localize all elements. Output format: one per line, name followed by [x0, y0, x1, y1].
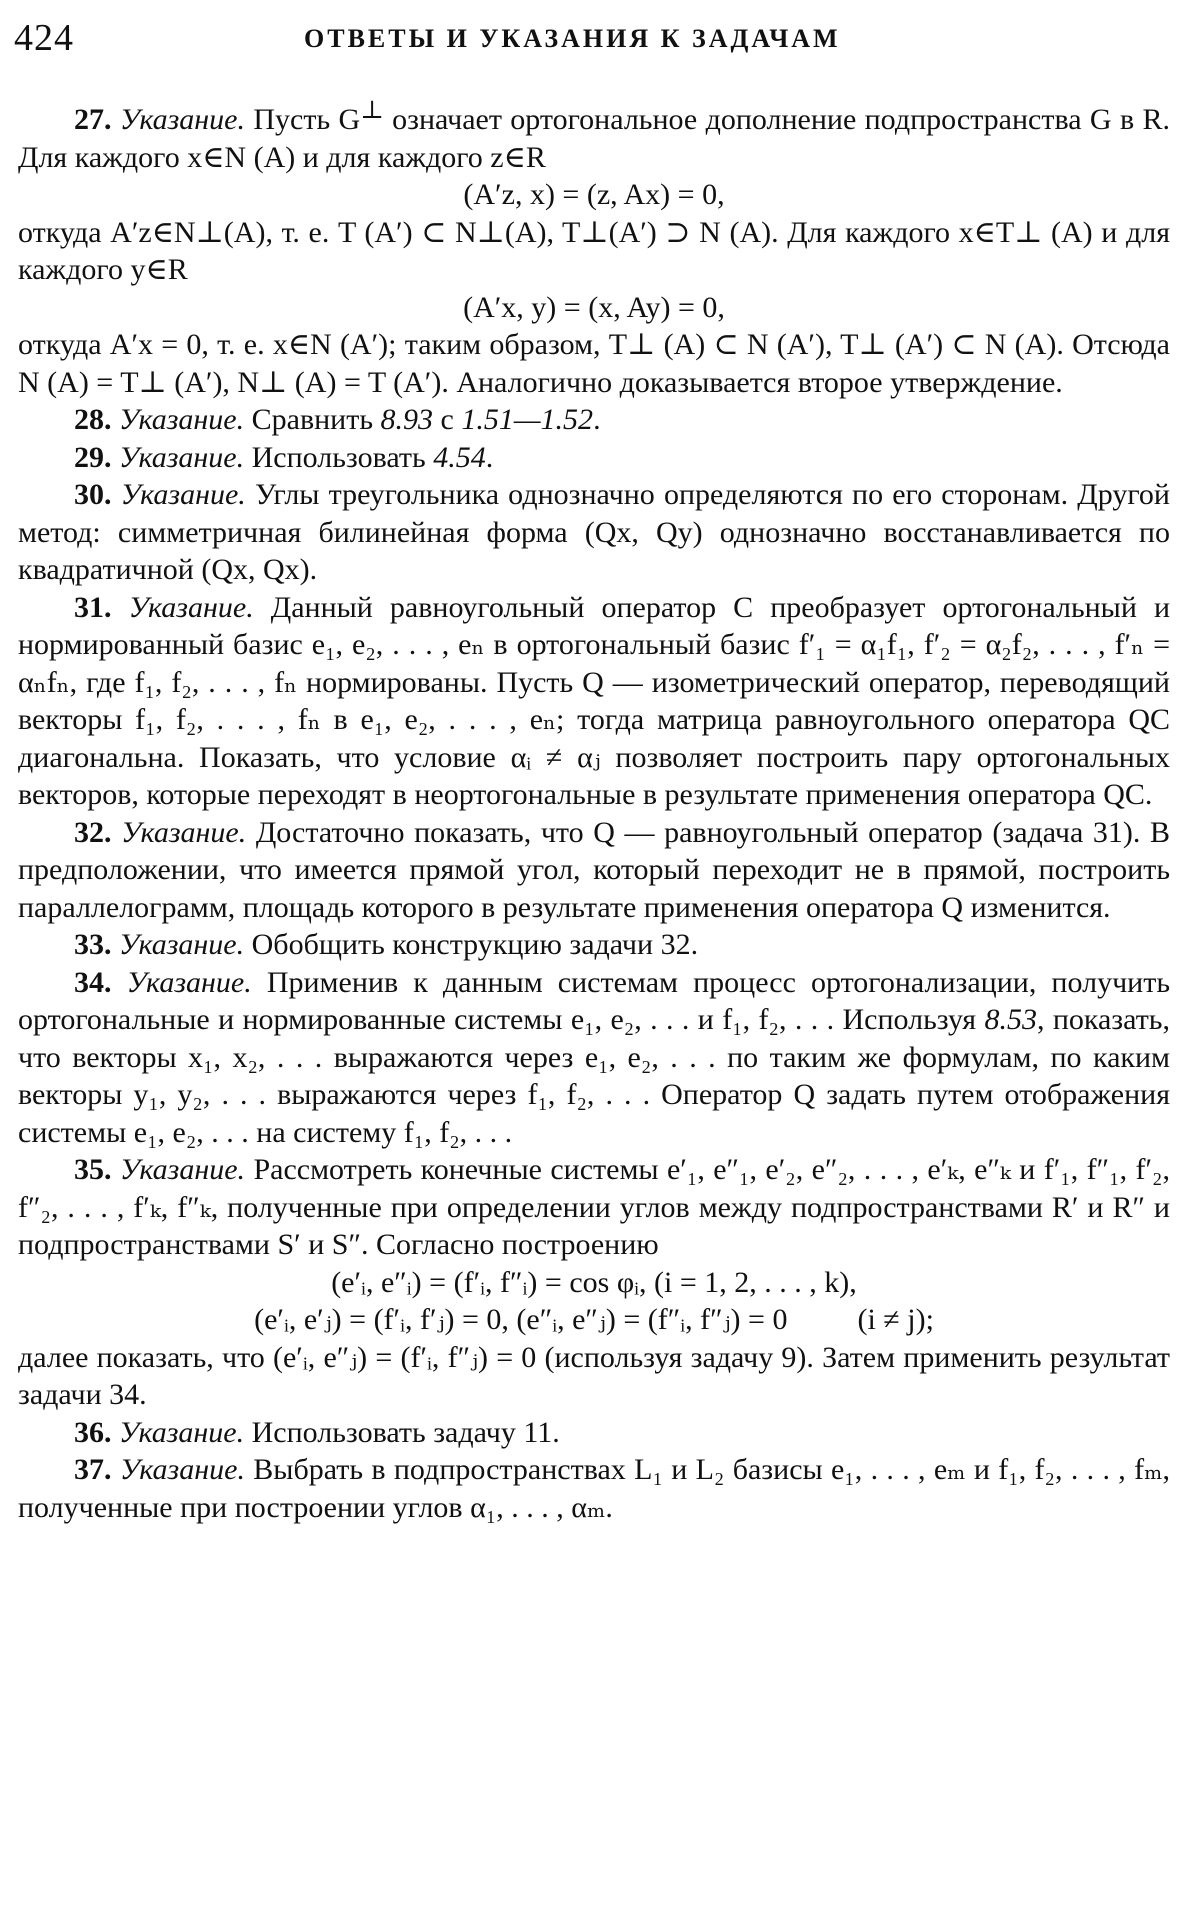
answer-29 [18, 439, 1170, 477]
cross-reference: 1.51—1.52 [461, 403, 594, 436]
hint-label: Указание. [119, 1415, 245, 1449]
hint-label: Указание. [121, 815, 247, 849]
answer-number: 30. [74, 478, 112, 511]
answer-text: Применив к данным системам процесс ортогонализации, получить ортогональные и нормированные системы e₁, e₂, . . . и f₁, f₂, . . . Используя [18, 965, 1170, 1036]
answer-text: Использовать задачу 11. [244, 1415, 560, 1449]
answer-text: с [433, 403, 462, 436]
answer-text: Данный равноугольный оператор C преобразует ортогональный и нормированный базис e₁, e₂, . . . , eₙ в ортогональный базис f′₁ = α₁f₁, f′₂ = α₂f₂, . . . , f′ₙ = αₙfₙ, где f₁, f₂, . . . , fₙ нормированы. Пусть Q — изометрический оператор, переводящий векторы f₁, f₂, . . . , fₙ в e₁, e₂, . . . , eₙ; тогда матрица равноугольного оператора QC диагональна. Показать, что условие αᵢ ≠ αⱼ позволяет построить пару ортогональных векторов, которые переходят в неортогональные в результате применения оператора QC. [18, 590, 1171, 811]
answer-text: . [593, 403, 601, 436]
cross-reference: 8.93 [380, 403, 434, 436]
hint-label: Указание. [119, 403, 245, 436]
hint-label: Указание. [119, 928, 245, 961]
equation: (e′ᵢ, e″ᵢ) = (f′ᵢ, f″ᵢ) = cos φᵢ, (i = 1, 2, . . . , k), [331, 1265, 857, 1299]
answer-number: 27. [74, 103, 112, 136]
answer-text: Достаточно показать, что Q — равноугольный оператор (задача 31). В предположении, что имеется прямой угол, который переходит не в прямой, построить параллелограмм, площадь которого в результате применения оператора Q изменится. [18, 815, 1170, 924]
answer-text: Пусть G [245, 103, 361, 136]
answer-35 [18, 1151, 1170, 1264]
hint-label: Указание. [120, 478, 246, 511]
hint-label: Указание. [119, 103, 246, 136]
equation: (e′ᵢ, e′ⱼ) = (f′ᵢ, f′ⱼ) = 0, (e″ᵢ, e″ⱼ) = (f″ᵢ, f″ⱼ) = 0 [254, 1303, 788, 1336]
equation: (A′z, x) = (z, Ax) = 0, [463, 178, 725, 211]
answer-text: Выбрать в подпространствах L₁ и L₂ базисы e₁, . . . , eₘ и f₁, f₂, . . . , fₘ, полученные при построении углов α₁, . . . , αₘ. [18, 1453, 1171, 1524]
perp-symbol: ⊥ [360, 97, 384, 124]
answer-text: Обобщить конструкцию задачи 32. [244, 928, 699, 961]
answer-number: 34. [74, 965, 112, 999]
answer-28 [18, 401, 1170, 439]
running-title: ОТВЕТЫ И УКАЗАНИЯ К ЗАДАЧАМ [304, 24, 841, 53]
answer-text: . [485, 440, 494, 474]
answer-text: откуда A′z∈N⊥(A), т. е. T (A′) ⊂ N⊥(A), T⊥(A′) ⊃ N (A). Для каждого x∈T⊥ (A) и для каждого y∈R [18, 215, 1170, 286]
answer-number: 37. [74, 1453, 112, 1486]
answer-number: 29. [74, 440, 112, 474]
answer-36 [18, 1414, 1170, 1452]
answer-number: 35. [74, 1153, 112, 1186]
hint-label: Указание. [119, 440, 245, 474]
answer-37 [18, 1451, 1170, 1526]
cross-reference: 4.54 [433, 440, 486, 474]
answer-30 [18, 476, 1170, 589]
answer-number: 36. [74, 1415, 112, 1449]
answer-number: 31. [74, 590, 112, 624]
equation-condition: (i ≠ j); [857, 1303, 934, 1336]
answer-27 [18, 92, 1170, 176]
answer-text: Рассмотреть конечные системы e′₁, e″₁, e′₂, e″₂, . . . , e′ₖ, e″ₖ и f′₁, f″₁, f′₂, f″₂, . . . , f′ₖ, f″ₖ, полученные при определении углов между подпространствами R′ и R″ и подпространствами S′ и S″. Согласно построению [18, 1153, 1171, 1261]
answer-number: 33. [74, 928, 112, 961]
cross-reference: 8.53 [984, 1003, 1037, 1036]
page-number: 424 [14, 17, 74, 59]
answer-31 [18, 589, 1170, 814]
answer-33 [18, 926, 1170, 964]
answer-32 [18, 814, 1170, 927]
page-body [18, 92, 1170, 1526]
equation-row [18, 1301, 1170, 1339]
equation: (A′x, y) = (x, Ay) = 0, [463, 290, 725, 324]
answer-34 [18, 964, 1170, 1152]
answer-number: 32. [74, 815, 112, 849]
answer-text: означает ортогональное дополнение подпространства G в R. Для каждого x∈N (A) и для каждого z∈R [18, 103, 1171, 174]
answer-text: , показать, что векторы x₁, x₂, . . . выражаются через e₁, e₂, . . . по таким же формулам, по каким векторы y₁, y₂, . . . выражаются через f₁, f₂, . . . Оператор Q задать путем отображения системы e₁, e₂, . . . на систему f₁, f₂, . . . [18, 1003, 1170, 1149]
answer-text: Сравнить [244, 403, 381, 436]
page-header [14, 14, 1164, 74]
answer-text: Использовать [244, 440, 434, 474]
answer-text: Углы треугольника однозначно определяются по его сторонам. Другой метод: симметричная билинейная форма (Qx, Qy) однозначно восстанавливается по квадратичной (Qx, Qx). [18, 478, 1170, 586]
hint-label: Указание. [128, 590, 254, 624]
hint-label: Указание. [126, 965, 252, 999]
hint-label: Указание. [119, 1453, 245, 1486]
answer-text: откуда A′x = 0, т. е. x∈N (A′); таким образом, T⊥ (A) ⊂ N (A′), T⊥ (A′) ⊂ N (A). Отсюда N (A) = T⊥ (A′), N⊥ (A) = T (A′). Аналогично доказывается второе утверждение. [18, 328, 1170, 399]
answer-text: далее показать, что (e′ᵢ, e″ⱼ) = (f′ᵢ, f″ⱼ) = 0 (используя задачу 9). Затем применить результат задачи 34. [18, 1340, 1170, 1411]
answer-number: 28. [74, 403, 112, 436]
hint-label: Указание. [119, 1153, 246, 1186]
